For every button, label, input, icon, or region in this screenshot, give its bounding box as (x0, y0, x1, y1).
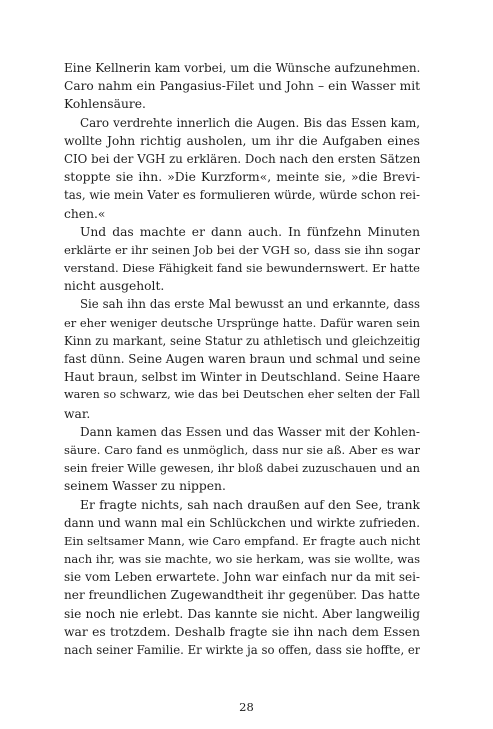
text-line: fast dünn. Seine Augen waren braun und schmal und seine (64, 352, 420, 366)
text-line: sie vom Leben erwartete. John war einfach nur da mit sei- (64, 570, 420, 585)
text-line: Ein seltsamer Mann, wie Caro empfand. Er fragte auch nicht (64, 533, 420, 548)
text-line: dann und wann mal ein Schlückchen und wirkte zufrieden. (64, 515, 420, 530)
text-line: nach seiner Familie. Er wirkte ja so offen, dass sie hoffte, er (64, 643, 420, 657)
text-line: Haut braun, selbst im Winter in Deutschland. Seine Haare (64, 370, 420, 385)
body-text (64, 59, 420, 659)
text-line: stoppte sie ihn. »Die Kurzform«, meinte sie, »die Brevi- (64, 170, 420, 185)
text-line: nach ihr, was sie machte, wo sie herkam, was sie wollte, was (64, 552, 420, 567)
text-line: Sie sah ihn das erste Mal bewusst an und erkannte, dass (80, 297, 420, 312)
text-line: Und das machte er dann auch. In fünfzehn Minuten (80, 224, 420, 239)
text-line: wollte John richtig ausholen, um ihr die Aufgaben eines (64, 133, 420, 148)
text-line: Caro verdrehte innerlich die Augen. Bis das Essen kam, (80, 115, 420, 130)
text-line: war es trotzdem. Deshalb fragte sie ihn nach dem Essen (64, 624, 420, 639)
text-line: CIO bei der VGH zu erklären. Doch nach den ersten Sätzen (64, 151, 420, 166)
page-number: 28 (239, 700, 254, 714)
text-line: tas, wie mein Vater es formulieren würde, würde schon rei- (64, 188, 420, 203)
text-line: erklärte er ihr seinen Job bei der VGH so, dass sie ihn sogar (64, 242, 420, 257)
text-line: waren so schwarz, wie das bei Deutschen eher selten der Fall (64, 388, 420, 402)
text-line: verstand. Diese Fähigkeit fand sie bewundernswert. Er hatte (64, 261, 420, 276)
text-line: chen.« (64, 206, 106, 221)
text-line: nicht ausgeholt. (64, 279, 165, 294)
text-line: Caro nahm ein Pangasius-Filet und John – ein Wasser mit (64, 79, 420, 94)
text-line: sie noch nie erlebt. Das kannte sie nicht. Aber langweilig (64, 606, 420, 621)
text-line: war. (64, 406, 91, 421)
text-line: Kohlensäure. (64, 97, 146, 112)
text-line: sein freier Wille gewesen, ihr bloß dabei zuzuschauen und an (64, 461, 420, 476)
text-line: ner freundlichen Zugewandtheit ihr gegenüber. Das hatte (64, 588, 420, 603)
text-line: Eine Kellnerin kam vorbei, um die Wünsche aufzunehmen. (64, 61, 420, 75)
text-line: säure. Caro fand es unmöglich, dass nur sie aß. Aber es war (64, 442, 420, 457)
text-line: Kinn zu markant, seine Statur zu athletisch und gleichzeitig (64, 333, 420, 348)
text-line: er eher weniger deutsche Ursprünge hatte. Dafür waren sein (64, 315, 420, 330)
text-line: Er fragte nichts, sah nach draußen auf den See, trank (80, 497, 420, 512)
text-line: Dann kamen das Essen und das Wasser mit der Kohlen- (80, 424, 420, 439)
text-line: seinem Wasser zu nippen. (64, 479, 226, 494)
